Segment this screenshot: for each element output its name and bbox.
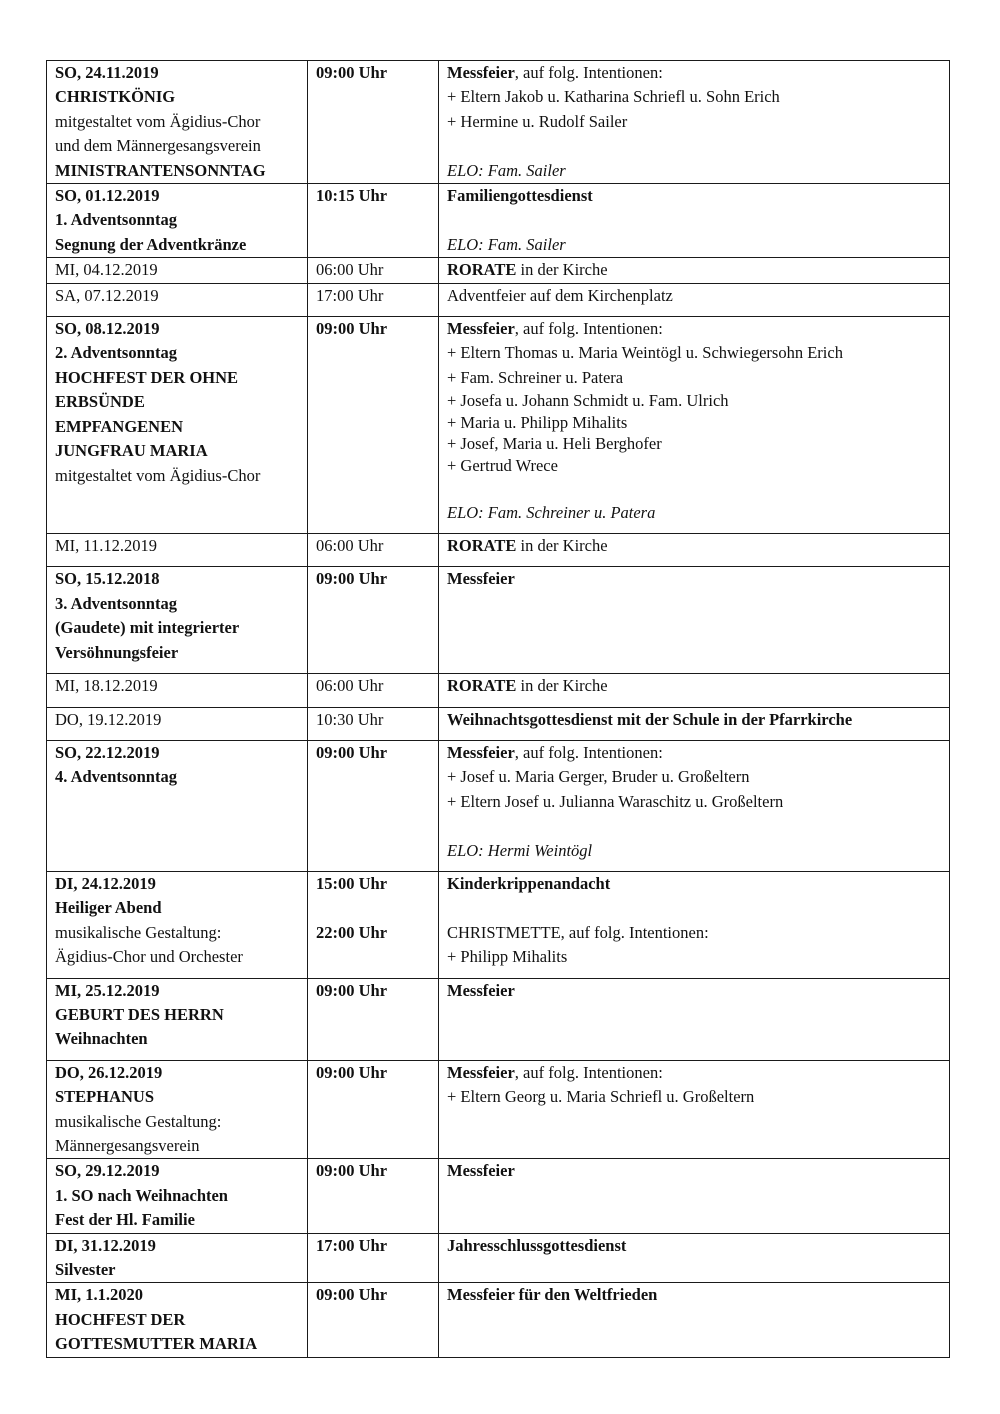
time-line: 09:00 Uhr (316, 742, 388, 762)
desc-line: Weihnachtsgottesdienst mit der Schule in der Pfarrkirche (447, 709, 853, 729)
date-cell (47, 283, 308, 316)
schedule-row (47, 674, 950, 707)
description-cell (439, 1283, 950, 1357)
desc-line: + Hermine u. Rudolf Sailer (447, 111, 628, 131)
time-line: 09:00 Uhr (316, 1285, 388, 1305)
description-cell (439, 707, 950, 740)
date-line: 3. Adventsonntag (55, 593, 177, 613)
desc-line (447, 674, 941, 698)
schedule-row (47, 1233, 950, 1283)
desc-line (447, 258, 941, 282)
text-run: Messfeier (447, 742, 515, 762)
desc-line (447, 317, 941, 341)
text-run: in der Kirche (516, 676, 608, 696)
date-line: SA, 07.12.2019 (55, 285, 159, 305)
description-cell (439, 674, 950, 707)
line-spacer (447, 896, 941, 920)
description-cell (439, 567, 950, 674)
date-cell (47, 567, 308, 674)
date-line: HOCHFEST DER (55, 1309, 186, 1329)
time-cell (308, 317, 439, 534)
desc-line (447, 921, 941, 945)
desc-line: + Eltern Jakob u. Katharina Schriefl u. Sohn Erich (447, 87, 780, 107)
desc-line: + Josef u. Maria Gerger, Bruder u. Großeltern (447, 767, 750, 787)
desc-line: ELO: Fam. Sailer (447, 234, 566, 254)
time-line: 09:00 Uhr (316, 569, 388, 589)
date-line: MINISTRANTENSONNTAG (55, 160, 266, 180)
date-cell (47, 1060, 308, 1159)
time-line: 10:30 Uhr (316, 709, 384, 729)
date-line: EMPFANGENEN (55, 416, 184, 436)
schedule-page (46, 60, 940, 1358)
line-spacer (447, 476, 941, 500)
schedule-row (47, 1159, 950, 1233)
date-line: Männergesangsverein (55, 1136, 200, 1155)
date-line: SO, 15.12.2018 (55, 569, 160, 589)
time-cell (308, 61, 439, 184)
text-run: RORATE (447, 260, 517, 280)
desc-line: ELO: Hermi Weintögl (447, 840, 593, 860)
time-cell (308, 674, 439, 707)
desc-line: + Josef, Maria u. Heli Berghofer (447, 434, 662, 454)
text-run: , auf folg. Intentionen: (560, 922, 709, 942)
time-line: 17:00 Uhr (316, 285, 384, 305)
line-spacer (447, 208, 941, 232)
desc-line: Messfeier für den Weltfrieden (447, 1285, 658, 1305)
date-cell (47, 740, 308, 871)
desc-line (447, 1061, 941, 1085)
date-line: MI, 1.1.2020 (55, 1285, 143, 1305)
date-line: SO, 22.12.2019 (55, 742, 160, 762)
desc-line: Adventfeier auf dem Kirchenplatz (447, 285, 673, 305)
time-cell (308, 871, 439, 978)
time-line: 09:00 Uhr (316, 63, 388, 82)
schedule-row (47, 61, 950, 184)
time-cell (308, 1159, 439, 1233)
date-line: GOTTESMUTTER MARIA (55, 1334, 258, 1354)
schedule-row (47, 740, 950, 871)
time-line: 09:00 Uhr (316, 1161, 388, 1181)
text-run: in der Kirche (516, 536, 608, 556)
time-cell (308, 1233, 439, 1283)
date-line: SO, 08.12.2019 (55, 319, 160, 339)
desc-line (447, 61, 941, 85)
date-line: Segnung der Adventkränze (55, 234, 247, 254)
line-spacer (316, 896, 430, 920)
description-cell (439, 1233, 950, 1283)
date-line: MI, 25.12.2019 (55, 980, 160, 1000)
line-spacer (447, 814, 941, 838)
date-line: JUNGFRAU MARIA (55, 441, 208, 461)
text-run: Messfeier (447, 1062, 515, 1082)
time-line: 09:00 Uhr (316, 1062, 388, 1082)
time-line: 09:00 Uhr (316, 980, 388, 1000)
date-line: SO, 24.11.2019 (55, 63, 159, 82)
date-line: Versöhnungsfeier (55, 642, 179, 662)
desc-line (447, 741, 941, 765)
schedule-row (47, 317, 950, 534)
description-cell (439, 283, 950, 316)
time-line: 06:00 Uhr (316, 536, 384, 556)
date-cell (47, 61, 308, 184)
text-run: , auf folg. Intentionen: (514, 742, 663, 762)
date-line: GEBURT DES HERRN (55, 1004, 224, 1024)
date-line: 1. SO nach Weihnachten (55, 1185, 228, 1205)
text-run: , auf folg. Intentionen: (514, 1062, 663, 1082)
desc-line: + Eltern Georg u. Maria Schriefl u. Großeltern (447, 1087, 755, 1107)
desc-line: + Eltern Josef u. Julianna Waraschitz u. Großeltern (447, 791, 784, 811)
description-cell (439, 317, 950, 534)
date-line: Ägidius-Chor und Orchester (55, 947, 243, 967)
schedule-row (47, 567, 950, 674)
description-cell (439, 978, 950, 1060)
schedule-row (47, 1060, 950, 1159)
time-cell (308, 1283, 439, 1357)
text-run: Messfeier (447, 63, 515, 82)
desc-line: + Josefa u. Johann Schmidt u. Fam. Ulrich (447, 391, 729, 411)
date-line: DI, 24.12.2019 (55, 873, 156, 893)
date-cell (47, 258, 308, 283)
date-cell (47, 1159, 308, 1233)
date-line: Heiliger Abend (55, 898, 162, 918)
date-cell (47, 317, 308, 534)
date-line: mitgestaltet vom Ägidius-Chor (55, 465, 261, 485)
description-cell (439, 871, 950, 978)
date-line: mitgestaltet vom Ägidius-Chor (55, 111, 261, 131)
date-cell (47, 1233, 308, 1283)
date-line: ERBSÜNDE (55, 392, 145, 412)
time-cell (308, 283, 439, 316)
date-cell (47, 674, 308, 707)
schedule-row (47, 184, 950, 258)
date-line: SO, 29.12.2019 (55, 1161, 160, 1181)
date-line: Fest der Hl. Familie (55, 1210, 195, 1230)
schedule-row (47, 707, 950, 740)
time-cell (308, 740, 439, 871)
date-line: 1. Adventsonntag (55, 210, 177, 230)
schedule-row (47, 871, 950, 978)
time-cell (308, 978, 439, 1060)
desc-line (447, 534, 941, 558)
description-cell (439, 258, 950, 283)
date-line: (Gaudete) mit integrierter (55, 618, 240, 638)
desc-line: Jahresschlussgottesdienst (447, 1235, 627, 1255)
schedule-row (47, 1283, 950, 1357)
date-line: HOCHFEST DER OHNE (55, 367, 239, 387)
time-line: 10:15 Uhr (316, 186, 388, 206)
time-cell (308, 1060, 439, 1159)
time-line: 06:00 Uhr (316, 676, 384, 696)
schedule-row (47, 258, 950, 283)
desc-line: Familiengottesdienst (447, 186, 593, 206)
date-line: MI, 04.12.2019 (55, 260, 158, 280)
desc-line: Messfeier (447, 569, 515, 589)
text-run: Messfeier (447, 319, 515, 339)
date-line: DO, 19.12.2019 (55, 709, 162, 729)
service-schedule-table (46, 60, 950, 1358)
time-line: 06:00 Uhr (316, 260, 384, 280)
date-line: SO, 01.12.2019 (55, 186, 160, 206)
date-line: MI, 11.12.2019 (55, 536, 158, 556)
date-line: musikalische Gestaltung: (55, 922, 222, 942)
time-line: 22:00 Uhr (316, 922, 388, 942)
desc-line: ELO: Fam. Schreiner u. Patera (447, 502, 656, 522)
date-cell (47, 184, 308, 258)
time-cell (308, 258, 439, 283)
line-spacer (447, 134, 941, 158)
description-cell (439, 1159, 950, 1233)
time-cell (308, 707, 439, 740)
text-run: , auf folg. Intentionen: (514, 63, 663, 82)
date-line: und dem Männergesangsverein (55, 136, 261, 156)
desc-line: ELO: Fam. Sailer (447, 160, 566, 180)
date-cell (47, 1283, 308, 1357)
description-cell (439, 1060, 950, 1159)
text-run: in der Kirche (516, 260, 608, 280)
desc-line: + Philipp Mihalits (447, 947, 568, 967)
time-cell (308, 534, 439, 567)
date-line: STEPHANUS (55, 1087, 155, 1107)
time-cell (308, 184, 439, 258)
date-line: Weihnachten (55, 1029, 148, 1049)
date-line: 4. Adventsonntag (55, 767, 177, 787)
date-cell (47, 707, 308, 740)
schedule-row (47, 978, 950, 1060)
text-run: RORATE (447, 676, 517, 696)
text-run: , auf folg. Intentionen: (514, 319, 663, 339)
desc-line: Messfeier (447, 980, 515, 1000)
date-cell (47, 534, 308, 567)
schedule-row (47, 534, 950, 567)
desc-line: + Maria u. Philipp Mihalits (447, 412, 628, 432)
desc-line: + Eltern Thomas u. Maria Weintögl u. Schwiegersohn Erich (447, 343, 843, 363)
time-line: 17:00 Uhr (316, 1235, 388, 1255)
date-cell (47, 871, 308, 978)
time-line: 15:00 Uhr (316, 873, 388, 893)
desc-line: + Gertrud Wrece (447, 455, 558, 475)
date-line: 2. Adventsonntag (55, 343, 177, 363)
date-line: musikalische Gestaltung: (55, 1111, 222, 1131)
text-run: RORATE (447, 536, 517, 556)
date-line: DI, 31.12.2019 (55, 1235, 156, 1255)
description-cell (439, 184, 950, 258)
time-line: 09:00 Uhr (316, 319, 388, 339)
date-line: MI, 18.12.2019 (55, 676, 158, 696)
description-cell (439, 61, 950, 184)
description-cell (439, 740, 950, 871)
schedule-body (47, 61, 950, 1358)
description-cell (439, 534, 950, 567)
desc-line: Messfeier (447, 1161, 515, 1181)
date-cell (47, 978, 308, 1060)
desc-line: + Fam. Schreiner u. Patera (447, 367, 624, 387)
desc-line: Kinderkrippenandacht (447, 873, 611, 893)
schedule-row (47, 283, 950, 316)
time-cell (308, 567, 439, 674)
text-run: CHRISTMETTE (447, 922, 561, 942)
date-line: DO, 26.12.2019 (55, 1062, 163, 1082)
date-line: CHRISTKÖNIG (55, 87, 176, 107)
date-line: Silvester (55, 1260, 116, 1280)
